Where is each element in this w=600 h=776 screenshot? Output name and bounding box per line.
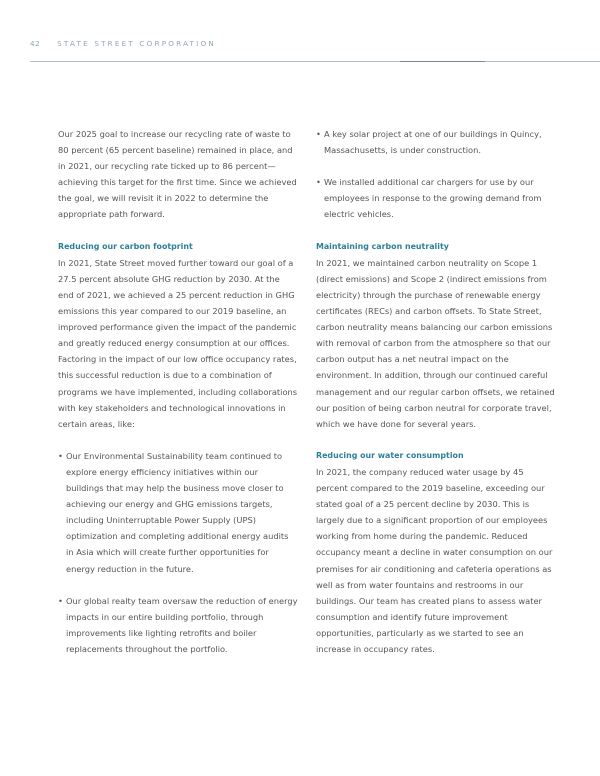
carbon-neutrality-paragraph: In 2021, we maintained carbon neutrality on Scope 1 (direct emissions) and Scope 2 (indirect emissions from electricity) through the purchase of renewable energy certificates (RECs) and carbon offsets. To State Street, carbon neutrality means balancing our carbon emissions with removal of carbon from the atmosphere so that our carbon output has a net neutral impact on the environment. In addition, through our continued careful management and our regular carbon offsets, we retained our position of being carbon neutral for corporate travel, which we have done for several years.: [316, 257, 555, 429]
list-item-solar-project: [316, 126, 556, 158]
spacer: [316, 223, 556, 239]
list-item-text: Our global realty team oversaw the reduction of energy impacts in our entire building portfolio, through improvements like lighting retrofits and boiler replacements throughout the portfolio.: [66, 595, 298, 654]
bullet-icon: •: [58, 450, 63, 461]
list-item-car-chargers: [316, 174, 556, 222]
section-heading-water-consumption: Reducing our water consumption: [316, 450, 464, 460]
recycling-paragraph: Our 2025 goal to increase our recycling rate of waste to 80 percent (65 percent baseline) remained in place, and in 2021, our recycling rate ticked up to 86 percent—achieving this target for the first time. Since we achieved the goal, we will revisit it in 2022 to determine the appropriate path forward.: [58, 129, 297, 220]
page-title: STATE STREET CORPORATION: [57, 38, 216, 48]
header-divider: [30, 61, 600, 62]
page-number: 42: [30, 38, 41, 48]
bullet-icon: •: [58, 595, 63, 606]
bullet-icon: •: [316, 177, 321, 188]
list-item-text: A key solar project at one of our buildings in Quincy, Massachusetts, is under construction.: [324, 129, 542, 156]
spacer: [58, 223, 298, 239]
list-item-realty-team: [58, 593, 298, 657]
section-heading-carbon-footprint: Reducing our carbon footprint: [58, 241, 193, 251]
water-consumption-paragraph: In 2021, the company reduced water usage by 45 percent compared to the 2019 baseline, exceeding our stated goal of a 25 percent decline by 2030. This is largely due to a significant proportion of our employees working from home during the pandemic. Reduced occupancy meant a decline in water consumption on our premises for air conditioning and cafeteria operations as well as from water fountains and restrooms in our buildings. Our team has created plans to assess water consumption and identify future improvement opportunities, particularly as we started to see an increase in occupancy rates.: [316, 466, 553, 654]
spacer: [58, 577, 298, 593]
list-item-text: We installed additional car chargers for use by our employees in response to the growing demand from electric vehicles.: [324, 177, 542, 220]
right-column: [316, 126, 556, 657]
left-column: [58, 126, 298, 657]
bullet-icon: •: [316, 129, 321, 139]
carbon-footprint-paragraph: In 2021, State Street moved further toward our goal of a 27.5 percent absolute GHG reduction by 2030. At the end of 2021, we achieved a 25 percent reduction in GHG emissions this year compared to our 2019 baseline, an improved performance given the impact of the pandemic and greatly reduced energy consumption at our offices. Factoring in the impact of our low office occupancy rates, this successful reduction is due to a combination of programs we have implemented, including collaborations with key stakeholders and technological innovations in certain areas, like:: [58, 257, 298, 429]
header-divider-accent: [400, 61, 485, 62]
page-header: [30, 36, 216, 50]
list-item-text: Our Environmental Sustainability team continued to explore energy efficiency initiatives within our buildings that may help the business move closer to achieving our energy and GHG emissions targets, including Uninterruptable Power Supply (UPS) optimization and completing additional energy audits in Asia which will create further opportunities for energy reduction in the future.: [66, 450, 289, 574]
spacer: [58, 432, 298, 448]
spacer: [316, 432, 556, 448]
list-item-energy-efficiency: [58, 448, 298, 577]
spacer: [316, 158, 556, 174]
section-heading-carbon-neutrality: Maintaining carbon neutrality: [316, 241, 449, 251]
